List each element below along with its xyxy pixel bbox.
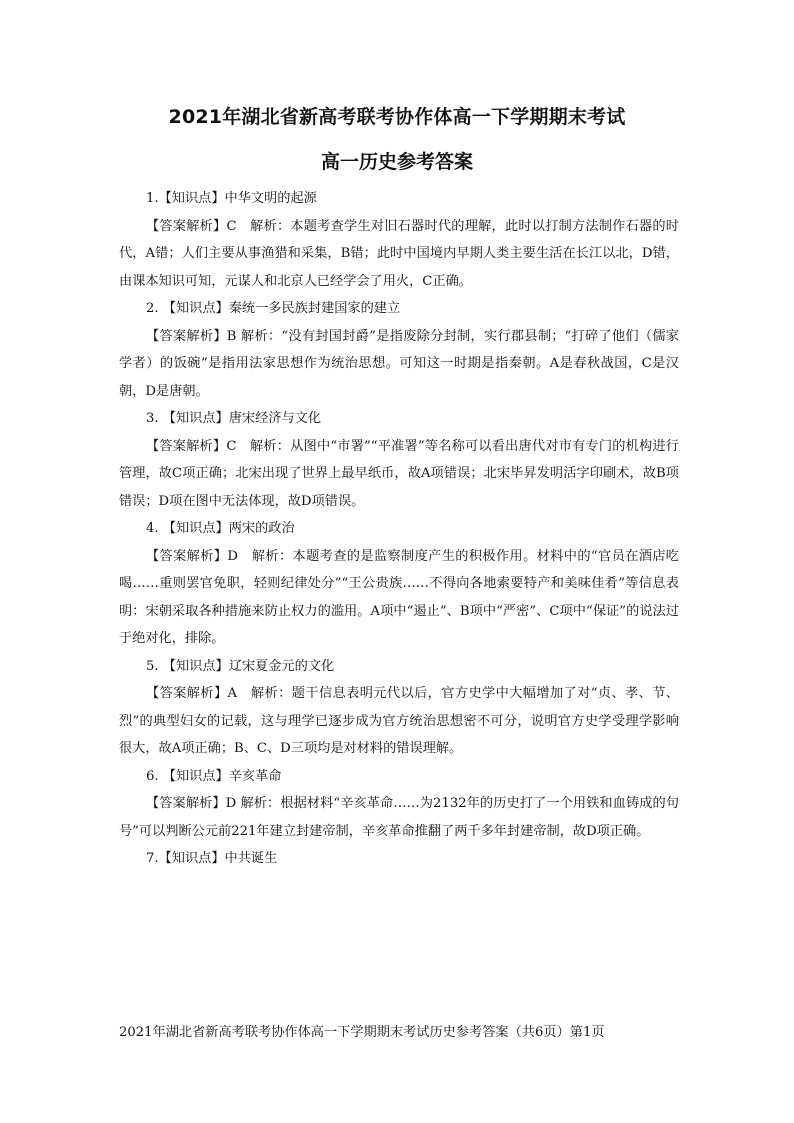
knowledge-point: 3. 【知识点】唐宋经济与文化 (146, 411, 322, 426)
answer-item-2 (119, 295, 679, 405)
knowledge-point: 6. 【知识点】辛亥革命 (146, 768, 282, 784)
page-subtitle: 高一历史参考答案 (320, 151, 473, 173)
answer-explanation: 【答案解析】D 解析：本题考查的是监察制度产生的积极作用。材料中的“官员在酒店吃喝……重则罢官免职，轻则纪律处分”“王公贵族……不得向各地索要特产和美味佳肴”等信息表明：宋朝采取各种措施来防止权力的滥用。A项中“遏止”、B项中“严密”、C项中“保证”的说法过于绝对化，排除。 (119, 548, 679, 646)
answer-item-1 (119, 185, 679, 295)
knowledge-point: 7.【知识点】中共诞生 (146, 851, 278, 866)
answer-item-6 (119, 763, 679, 846)
answer-item-4 (119, 515, 679, 653)
knowledge-point: 1.【知识点】中华文明的起源 (146, 191, 317, 206)
page-title: 2021年湖北省新高考联考协作体高一下学期期末考试 (168, 106, 626, 128)
answer-item-7 (119, 845, 679, 873)
answer-item-5 (119, 653, 679, 763)
page-footer: 2021年湖北省新高考联考协作体高一下学期期末考试历史参考答案（共6页）第1页 (119, 1025, 605, 1040)
knowledge-point: 5. 【知识点】辽宋夏金元的文化 (146, 658, 335, 674)
answer-explanation: 【答案解析】B 解析：“没有封国封爵”是指废除分封制，实行郡县制；“打碎了他们（儒家学者）的饭碗”是指用法家思想作为统治思想。可知这一时期是指秦朝。A是春秋战国，C是汉朝，D是唐朝。 (119, 328, 679, 399)
answer-item-3 (119, 405, 679, 515)
answer-explanation: 【答案解析】C 解析：本题考查学生对旧石器时代的理解，此时以打制方法制作石器的时代，A错；人们主要从事渔猎和采集，B错；此时中国境内早期人类主要生活在长江以北，D错，由课本知识可知，元谋人和北京人已经学会了用火，C正确。 (119, 218, 679, 289)
answer-explanation: 【答案解析】A 解析：题干信息表明元代以后，官方史学中大幅增加了对“贞、孝、节、烈”的典型妇女的记载，这与理学已逐步成为官方统治思想密不可分，说明官方史学受理学影响很大，故A项正确；B、C、D三项均是对材料的错误理解。 (119, 686, 679, 756)
answer-explanation: 【答案解析】D 解析：根据材料“辛亥革命……为2132年的历史打了一个用铁和血铸成的句号”可以判断公元前221年建立封建帝制，辛亥革命推翻了两千多年封建帝制，故D项正确。 (119, 796, 679, 839)
answer-list (119, 185, 679, 873)
knowledge-point: 4. 【知识点】两宋的政治 (146, 521, 295, 536)
answer-explanation: 【答案解析】C 解析：从图中“市署”“平准署”等名称可以看出唐代对市有专门的机构进行管理，故C项正确；北宋出现了世界上最早纸币，故A项错误；北宋毕昇发明活字印刷术，故B项错误；D项在图中无法体现，故D项错误。 (119, 438, 679, 509)
knowledge-point: 2. 【知识点】秦统一多民族封建国家的建立 (146, 301, 401, 316)
